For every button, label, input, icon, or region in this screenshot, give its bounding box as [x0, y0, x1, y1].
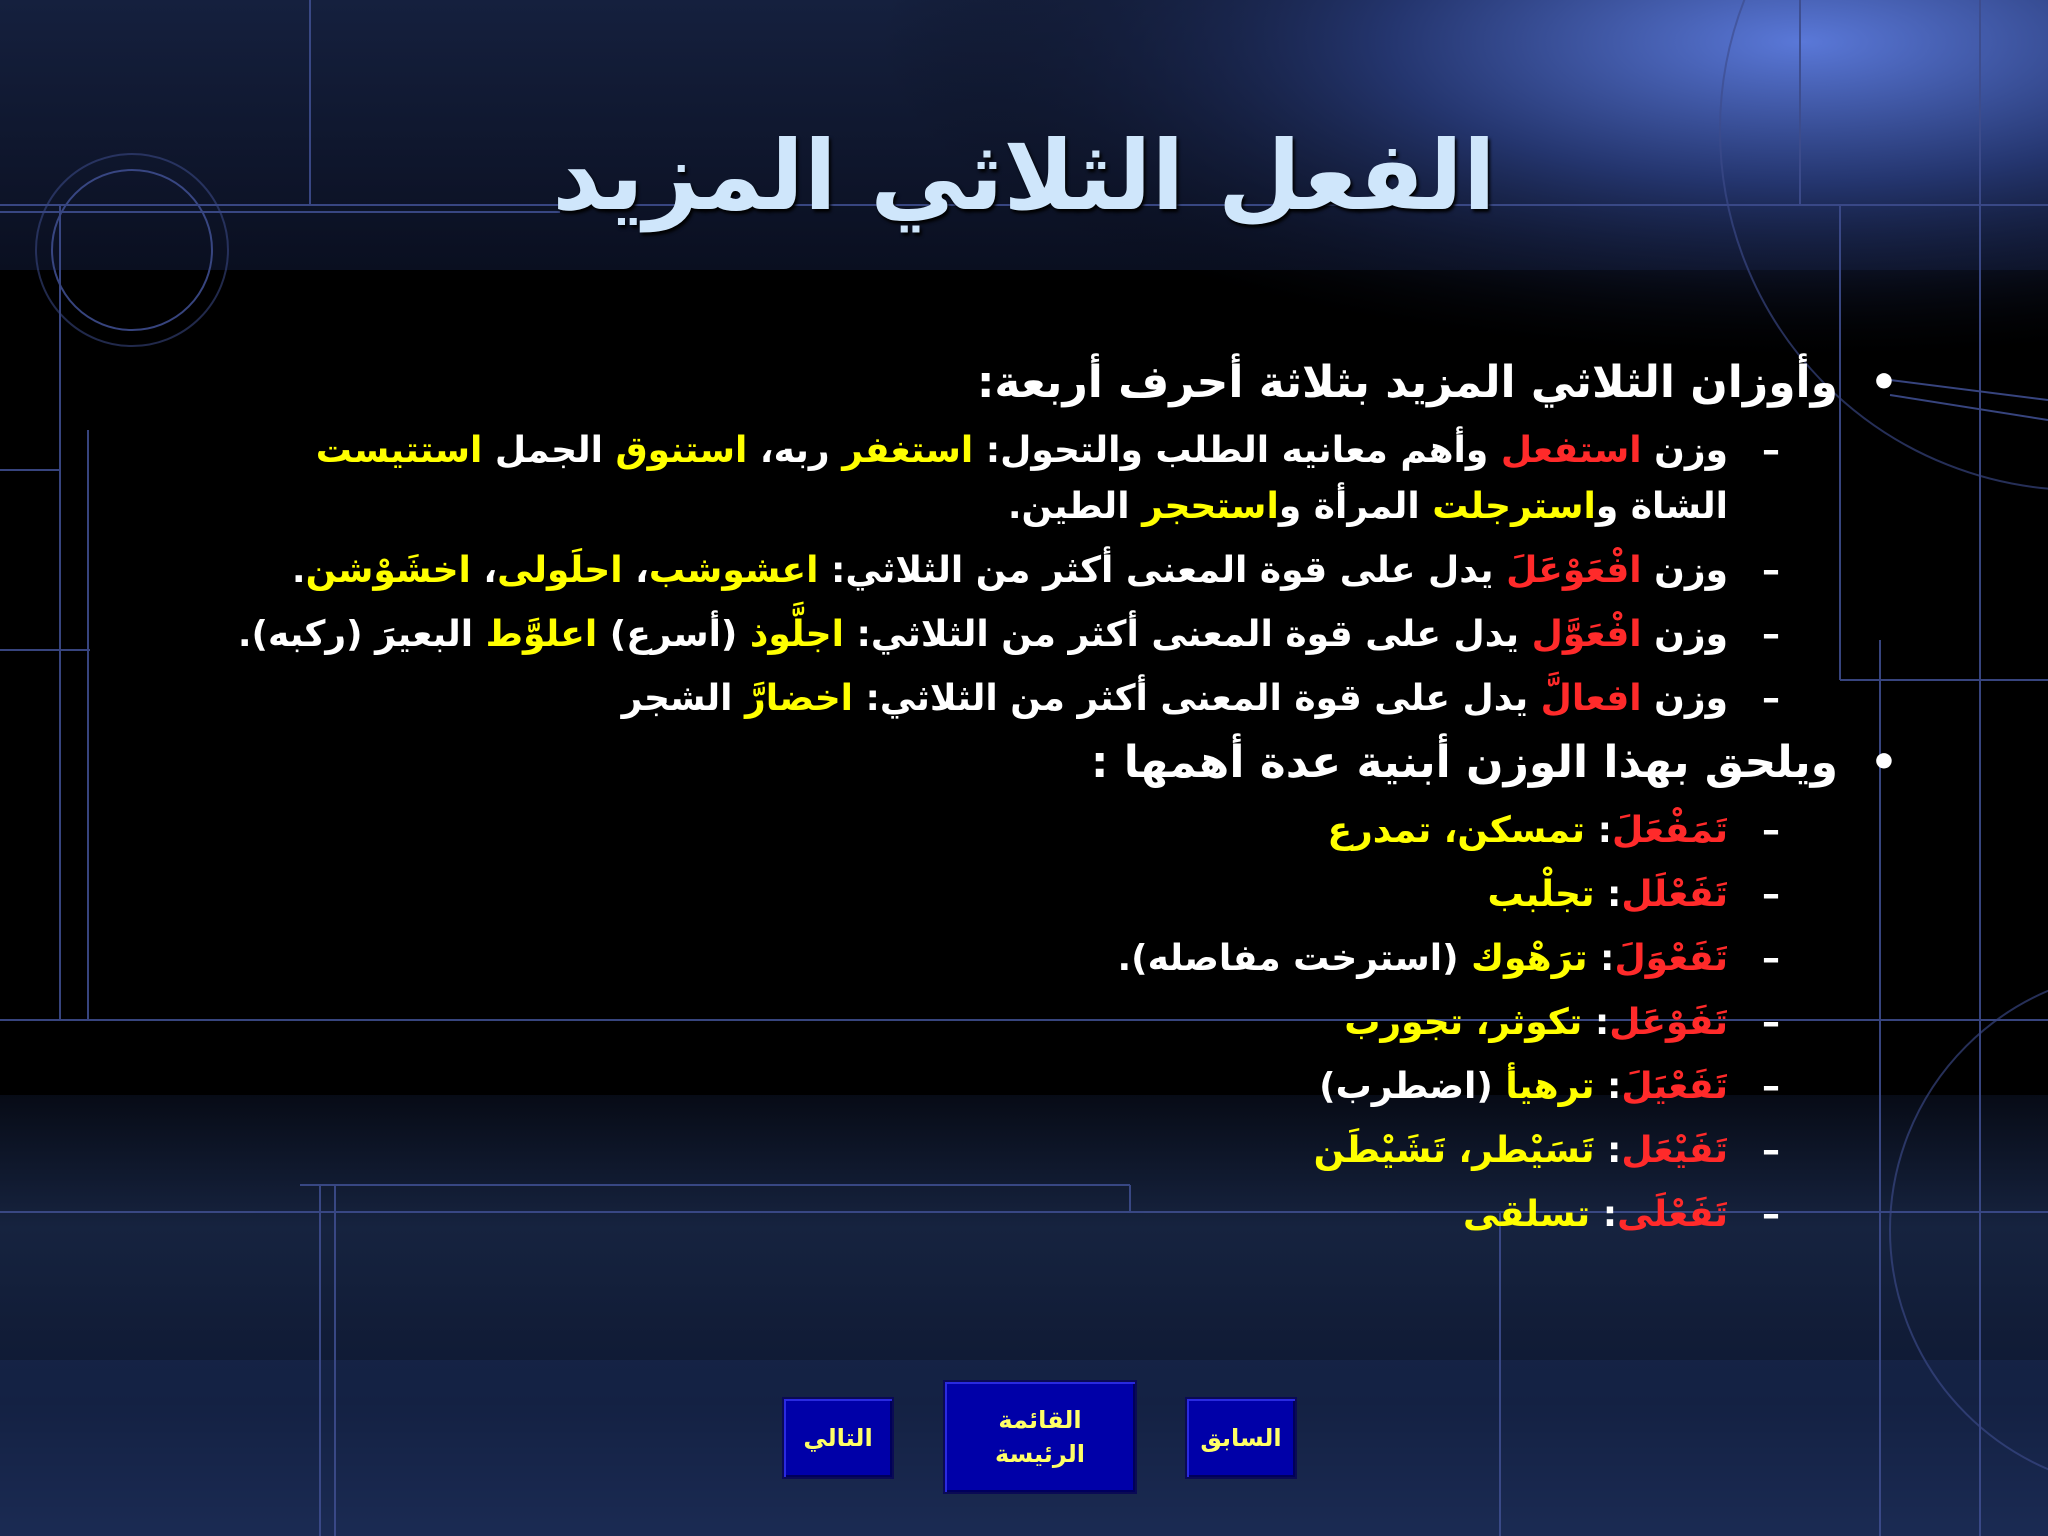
item-text: الشاة و [1595, 486, 1728, 527]
slide-title: الفعل الثلاثي المزيد [552, 120, 1496, 232]
dash-marker: – [1762, 1002, 1780, 1043]
previous-button-label: السابق [1200, 1424, 1282, 1452]
item-text: الجمل [482, 430, 616, 471]
sub-item [218, 803, 1898, 859]
item-text: يدل على قوة المعنى أكثر من الثلاثي: [818, 550, 1507, 591]
item-text: وزن [1641, 550, 1728, 591]
example-word: ترهيأ [1505, 1066, 1595, 1107]
item-text: (استرخت مفاصله). [1117, 938, 1472, 979]
bullet-point-weights [218, 355, 1898, 411]
dash-marker: – [1762, 430, 1780, 471]
item-text: (أسرع) [597, 614, 750, 655]
sub-item [218, 607, 1898, 663]
example-word: تكوثر، تجورب [1344, 1002, 1583, 1043]
example-word: احلَولى [497, 550, 623, 591]
attached-forms-sublist [218, 803, 1898, 1243]
bullet-point-attached-forms [218, 735, 1898, 791]
example-word: استغفر [842, 430, 974, 471]
weight-pattern: تَفَعْيَلَ [1621, 1066, 1728, 1107]
home-menu-button[interactable] [943, 1380, 1137, 1494]
item-text: ، [622, 550, 649, 591]
item-text: . [291, 550, 306, 591]
weight-pattern: افْعَوْعَلَ [1506, 550, 1642, 591]
item-text: ، [470, 550, 498, 591]
item-text: يدل على قوة المعنى أكثر من الثلاثي: [843, 614, 1532, 655]
dash-marker: – [1762, 1194, 1780, 1235]
bullet-marker: • [1869, 737, 1898, 788]
sub-item [218, 1187, 1898, 1243]
example-word: استنوق [615, 430, 748, 471]
example-word: تمسكن، تمدرع [1327, 810, 1586, 851]
example-word: اخضارَّ [745, 678, 853, 719]
weights-sublist [218, 423, 1898, 727]
item-text: وزن [1641, 614, 1728, 655]
sub-item [218, 931, 1898, 987]
sub-item [218, 543, 1898, 599]
weight-pattern: تَفَعْلَل [1621, 874, 1728, 915]
dash-marker: – [1762, 810, 1780, 851]
sub-item [218, 423, 1898, 535]
weight-pattern: تَفَوْعَل [1609, 1002, 1728, 1043]
dash-marker: – [1762, 1066, 1780, 1107]
weight-pattern: تَفَعْلَى [1617, 1194, 1728, 1235]
item-text: وأهم معانيه الطلب والتحول: [973, 430, 1501, 471]
example-word: تجلْبب [1487, 874, 1595, 915]
example-word: استتيست [315, 430, 483, 471]
example-word: استحجر [1142, 486, 1279, 527]
item-text: : [1590, 1194, 1618, 1235]
item-text: ربه، [747, 430, 843, 471]
item-text: وزن [1641, 678, 1728, 719]
sub-item [218, 867, 1898, 923]
item-text: الطين. [1007, 486, 1143, 527]
sub-item [218, 995, 1898, 1051]
weight-pattern: تَفَيْعَل [1621, 1130, 1728, 1171]
item-text: (اضطرب) [1319, 1066, 1506, 1107]
example-word: اخشَوْشن [305, 550, 471, 591]
bullet-marker: • [1869, 357, 1898, 408]
slide-content [218, 355, 1898, 1251]
previous-button[interactable] [1185, 1397, 1297, 1479]
item-text: : [1594, 1130, 1622, 1171]
item-text: الشجر [621, 678, 745, 719]
dash-marker: – [1762, 874, 1780, 915]
sub-item [218, 671, 1898, 727]
item-text: البعيرَ (ركبه). [237, 614, 486, 655]
next-button[interactable] [782, 1397, 894, 1479]
next-button-label: التالي [803, 1424, 873, 1452]
dash-marker: – [1762, 1130, 1780, 1171]
bullet-text: ويلحق بهذا الوزن أبنية عدة أهمها : [1090, 737, 1838, 788]
item-text: المرأة و [1278, 486, 1433, 527]
example-word: تَسَيْطر، تَشَيْطَن [1313, 1130, 1595, 1171]
dash-marker: – [1762, 938, 1780, 979]
weight-pattern: افْعَوَّل [1531, 614, 1642, 655]
sub-item [218, 1059, 1898, 1115]
home-button-label-line1: القائمة [998, 1406, 1082, 1434]
example-word: ترَهْوك [1471, 938, 1588, 979]
home-button-label-line2: الرئيسة [995, 1440, 1085, 1468]
dash-marker: – [1762, 678, 1780, 719]
item-text: : [1585, 810, 1612, 851]
item-text: : [1587, 938, 1615, 979]
item-text: وزن [1641, 430, 1728, 471]
item-text: : [1594, 874, 1622, 915]
item-text: : [1594, 1066, 1622, 1107]
example-word: اعشوشب [648, 550, 819, 591]
dash-marker: – [1762, 614, 1780, 655]
example-word: استرجلت [1432, 486, 1596, 527]
weight-pattern: استفعل [1500, 430, 1642, 471]
weight-pattern: افعالَّ [1540, 678, 1642, 719]
weight-pattern: تَمَفْعَلَ [1611, 810, 1728, 851]
example-word: اعلوَّط [485, 614, 598, 655]
weight-pattern: تَفَعْوَلَ [1614, 938, 1728, 979]
item-text: : [1582, 1002, 1610, 1043]
example-word: تسلقى [1463, 1194, 1591, 1235]
sub-item [218, 1123, 1898, 1179]
item-text: يدل على قوة المعنى أكثر من الثلاثي: [853, 678, 1541, 719]
bullet-text: وأوزان الثلاثي المزيد بثلاثة أحرف أربعة: [976, 357, 1838, 408]
dash-marker: – [1762, 550, 1780, 591]
example-word: اجلَّوذ [749, 614, 844, 655]
